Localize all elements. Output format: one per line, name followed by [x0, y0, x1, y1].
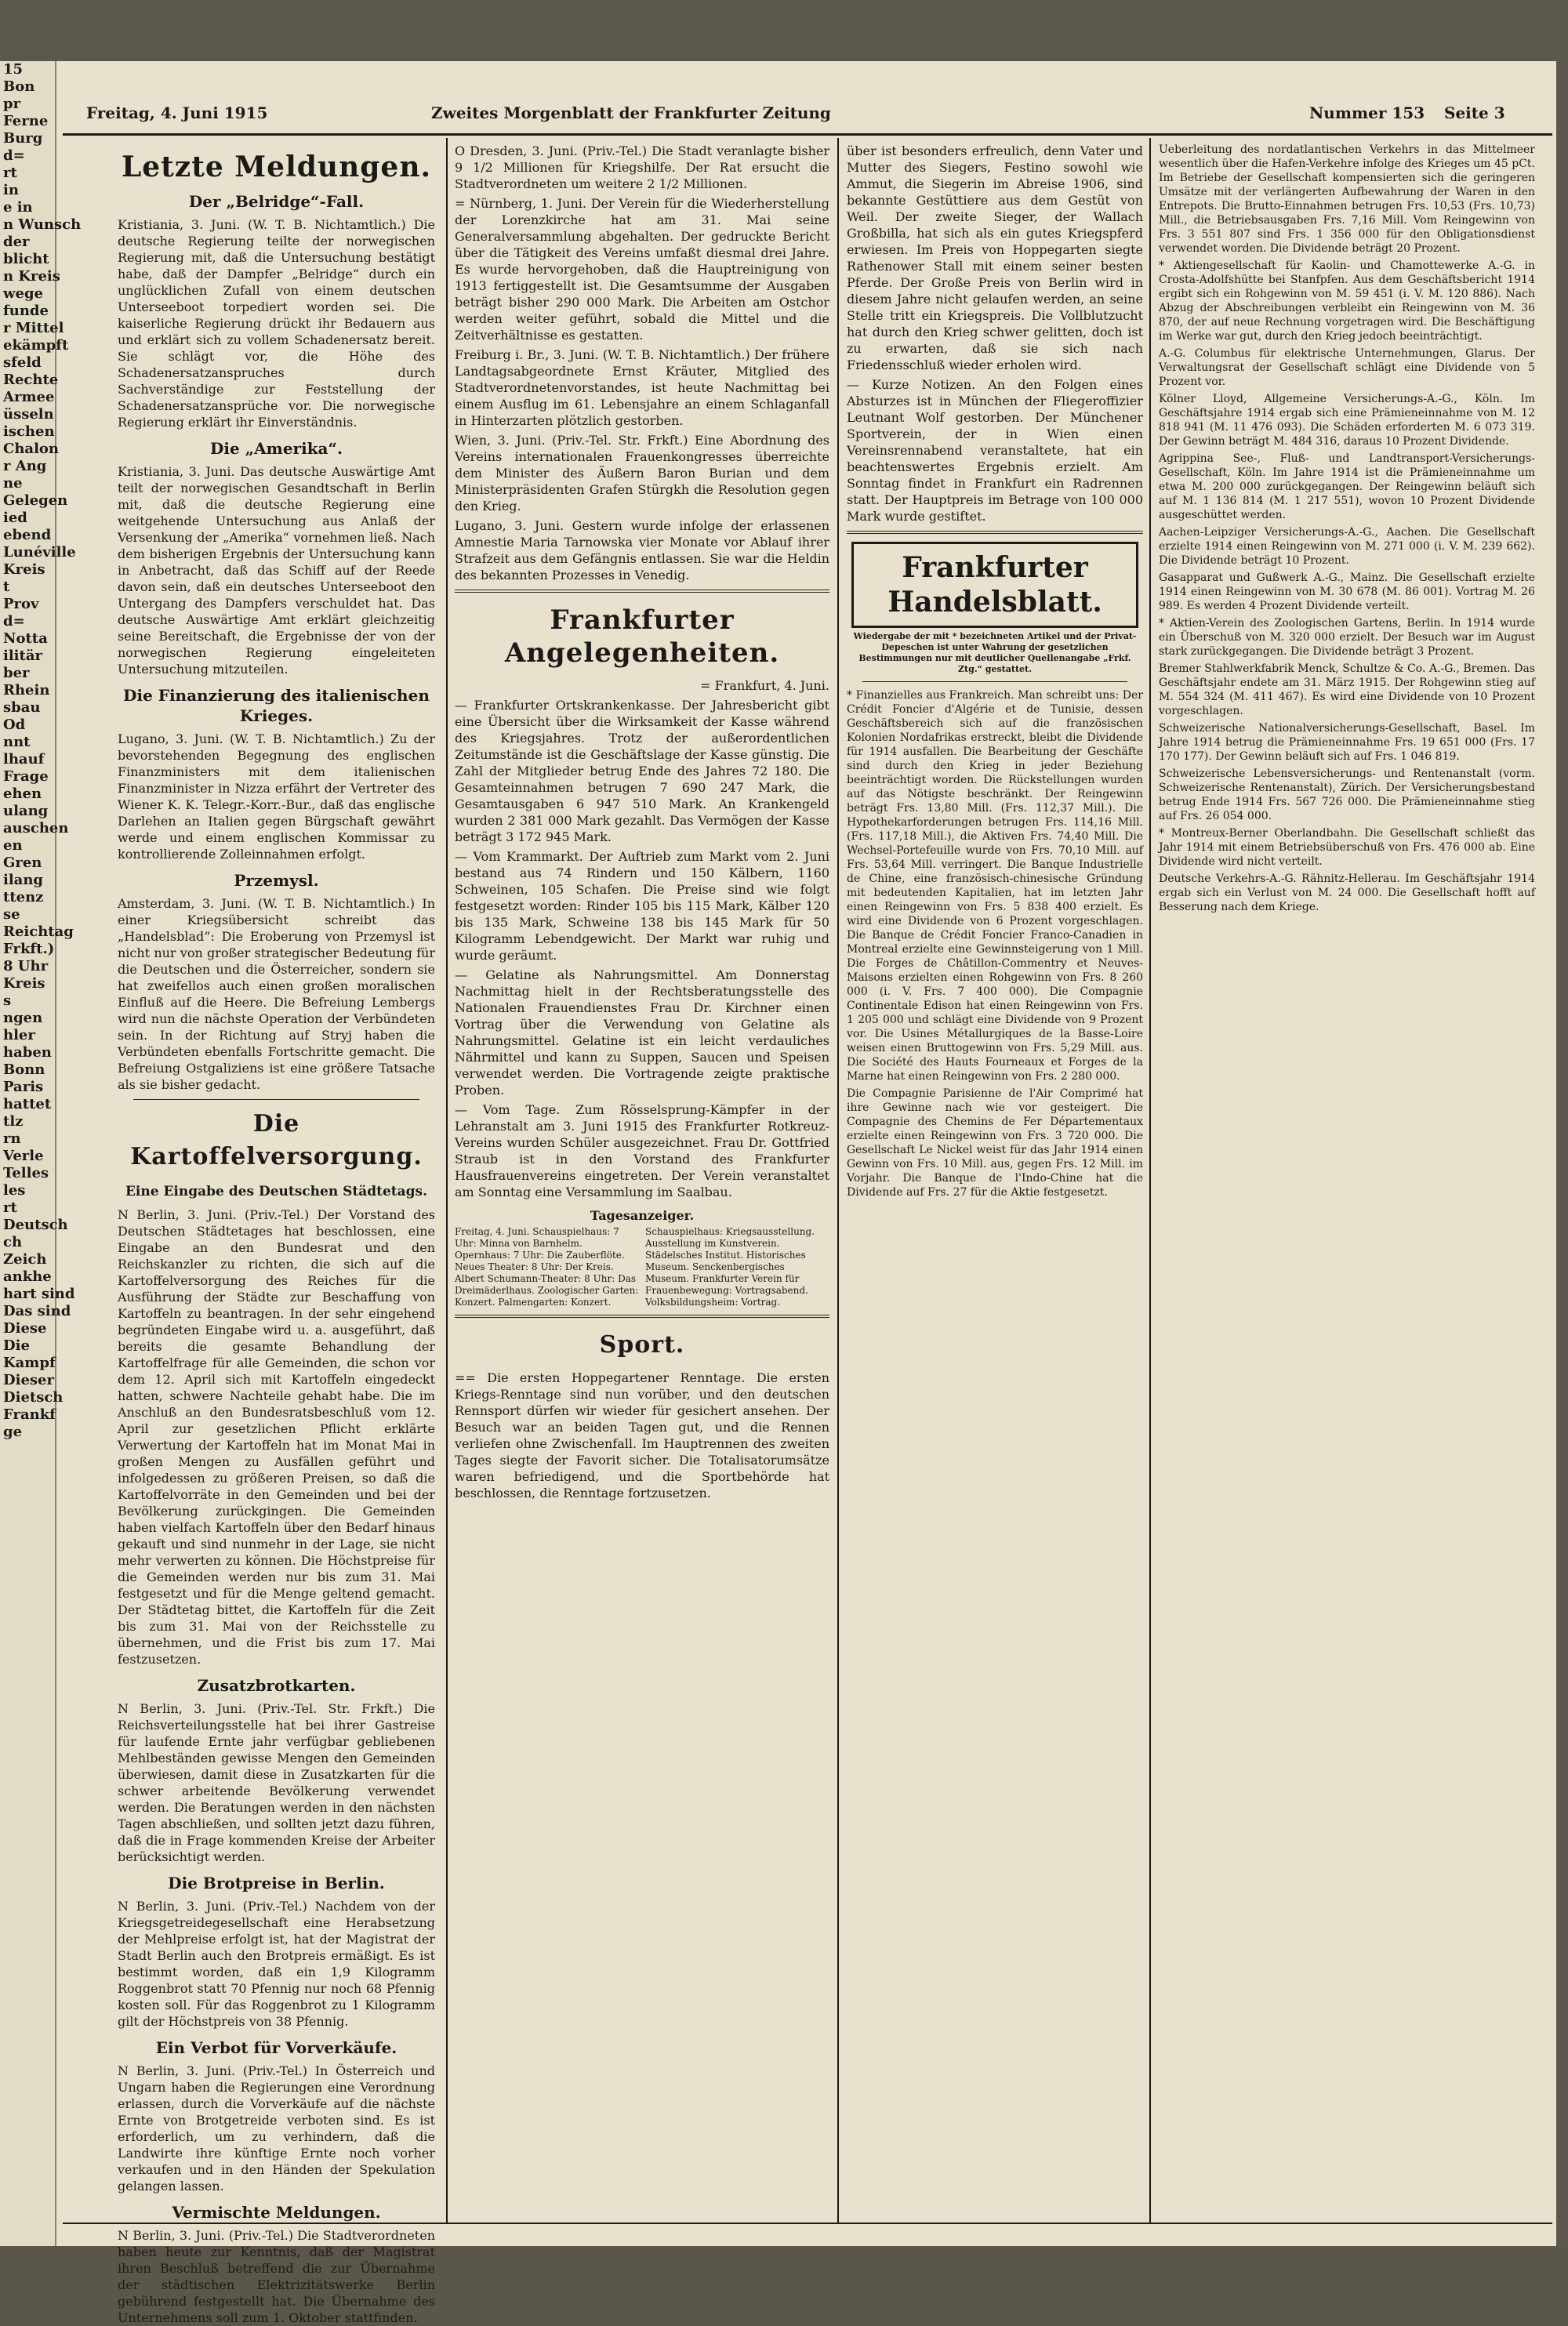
strip-fragment: t [3, 579, 10, 595]
strip-fragment: rn [3, 1130, 21, 1147]
article-verbot: N Berlin, 3. Juni. (Priv.-Tel.) In Österreich und Ungarn haben die Regierungen eine Verordnung erlassen, durch die Vorverkäufe auf die nächste Ernte von Brotgetreide verboten sind. Es ist erforderlich, um zu verhindern, daß die Landwirte ihre künftige Ernte noch vorher verkaufen und in den Händen der Spekulation gelangen lassen. [118, 2063, 435, 2194]
strip-fragment: ischen [3, 423, 55, 440]
strip-fragment: tlz [3, 1113, 24, 1130]
strip-fragment: ilitär [3, 648, 42, 664]
article-aachen-leipziger: Aachen-Leipziger Versicherungs-A.-G., Aachen. Die Gesellschaft erzielte 1914 einen Reingewinn von M. 271 000 (i. V. M. 239 662). Die Dividende beträgt 10 Prozent. [1159, 526, 1535, 567]
header-rule [63, 133, 1552, 136]
strip-fragment: Dietsch [3, 1389, 64, 1406]
section-title-kartoffel: Die Kartoffelversorgung. [130, 1110, 423, 1170]
strip-fragment: Deutsch [3, 1217, 68, 1233]
column-3 [847, 143, 1143, 2220]
footer-rule [63, 2223, 1552, 2224]
strip-fragment: Armee [3, 389, 55, 405]
section-title-sport: Sport. [599, 1331, 685, 1359]
strip-fragment: der [3, 234, 30, 250]
article-wien: Wien, 3. Juni. (Priv.-Tel. Str. Frkft.) Eine Abordnung des Vereins internationalen Frauenkongresses überreichte dem Minister des Äußern Baron Burian und dem Ministerpräsidenten Grafen Stürgkh die Resolution gegen den Krieg. [455, 433, 829, 513]
article-koelner-lloyd: Kölner Lloyd, Allgemeine Versicherungs-A.-G., Köln. Im Geschäftsjahre 1914 ergab sich eine Prämieneinnahme von M. 12 818 941 (M. 11 476 093). Die Schäden erforderten M. 6 073 319. Der Gewinn beträgt M. 484 316, daraus 10 Prozent Dividende. [1159, 393, 1535, 448]
column-4 [1159, 143, 1535, 2220]
strip-fragment: Frage [3, 768, 49, 785]
dateline-frankfurt: = Frankfurt, 4. Juni. [700, 678, 829, 693]
strip-fragment: blicht [3, 251, 49, 267]
strip-fragment: Ferne [3, 113, 49, 129]
adjacent-page-strip [0, 61, 82, 2246]
handelsblatt-notice: Wiedergabe der mit * bezeichneten Artikel und der Privat-Depeschen ist unter Wahrung der gesetzlichen Bestimmungen nur mit deutlicher Quellenangabe „Frkf. Ztg.“ gestattet. [853, 631, 1137, 674]
strip-fragment: pr [3, 96, 21, 112]
article-amerika: Kristiania, 3. Juni. Das deutsche Auswärtige Amt teilt der norwegischen Gesandtschaft in Berlin mit, daß die deutsche Regierung eine weitgehende Untersuchung aus Anlaß der Versenkung der „Amerika“ vornehmen ließ. Nach dem bisherigen Ergebnis der Untersuchung kann in Anbetracht, daß das Schiff auf der Reede davon sein, daß ein deutsches Unterseeboot den Untergang des Dampfers verschuldet hat. Das deutsche Auswärtige Amt erklärt gleichzeitig seine Bereitschaft, die Ergebnisse der von der norwegischen Regierung eingeleiteten Untersuchung mitzuteilen. [118, 464, 435, 677]
strip-fragment: n Kreis [3, 268, 60, 285]
page-header [63, 100, 1556, 127]
strip-fragment: se [3, 906, 20, 923]
header-title: Zweites Morgenblatt der Frankfurter Zeitung [431, 103, 831, 122]
strip-fragment: e in [3, 199, 33, 216]
strip-fragment: Bonn [3, 1061, 45, 1078]
article-finanzielles-frankreich: * Finanzielles aus Frankreich. Man schreibt uns: Der Crédit Foncier d'Algérie et de Tunisie, dessen Geschäftsbereich sich auf die französischen Kolonien Nordafrikas erstreckt, bleibt die Dividende für 1914 ausfallen. Die Bearbeitung der Geschäfte sind durch den Krieg in jeder Beziehung beeinträchtigt worden. Die Rückstellungen wurden auf das Nötigste beschränkt. Der Reingewinn beträgt Frs. 13,80 Mill. (Frs. 112,37 Mill.). Die Hypothekarforderungen betrugen Frs. 114,16 Mill. (Frs. 117,18 Mill.), die Aktiven Frs. 74,40 Mill. Die Wechsel-Portefeuille wurde von Frs. 70,10 Mill. auf Frs. 53,64 Mill. verringert. Die Banque Industrielle de Chine, eine französisch-chinesische Gründung mit bedeutenden Kapitalien, hat im letzten Jahr einen Reingewinn von Frs. 5 838 400 erzielt. Es wird eine Dividende von 6 Prozent vorgeschlagen. Die Banque de Crédit Foncier Franco-Canadien in Montreal erzielte eine Gewinnsteigerung von 1 Mill. Die Forges de Châtillon-Commentry et Neuves-Maisons erzielten einen Rohgewinn von Frs. 8 260 000 (i. V. Frs. 7 400 000). Die Compagnie Continentale Edison hat einen Reingewinn von Frs. 1 205 000 und schlägt eine Dividende von 9 Prozent vor. Die Usines Métallurgiques de la Basse-Loire weisen einen Bruttogewinn von Frs. 5,29 Mill. aus. Die Société des Hauts Fourneaux et Forges de la Marne hat einen Reingewinn von Frs. 2 280 000. [847, 689, 1143, 1083]
article-sport-cont: über ist besonders erfreulich, denn Vater und Mutter des Siegers, Festino sowohl wie Ammut, die Siegerin im Abreise 1906, sind bekannte Gestüttiere aus dem Gestüt von Weil. Der zweite Sieger, der Wallach Großbilla, hat sich als ein gutes Kriegspferd erwiesen. Im Preis von Hoppegarten siegte Rathenower Stall mit einem seiner besten Pferde. Der Große Preis von Berlin wird in diesem Jahre nicht gelaufen werden, an seine Stelle tritt ein Kriegspreis. Die Vollblutzucht hat durch den Krieg schwer gelitten, doch ist zu erwarten, daß sie sich nach Friedensschluß wieder erholen wird. [847, 143, 1143, 372]
article-lugano: Lugano, 3. Juni. Gestern wurde infolge der erlassenen Amnestie Maria Tarnowska vier Monate vor Ablauf ihrer Strafzeit aus dem Gefängnis entlassen. Sie war die Heldin des bekannten Prozesses in Venedig. [455, 518, 829, 582]
article-brotpreise: N Berlin, 3. Juni. (Priv.-Tel.) Nachdem von der Kriegsgetreidegesellschaft eine Herabsetzung der Mehlpreise erfolgt ist, hat der Magistrat der Stadt Berlin auch den Brotpreis ermäßigt. Es ist bestimmt worden, daß ein 1,9 Kilogramm Roggenbrot statt 70 Pfennig nur noch 68 Pfennig kosten soll. Für das Roggenbrot zu 1 Kilogramm gilt der Höchstpreis von 38 Pfennig. [118, 1899, 435, 2029]
strip-fragment: Lunéville [3, 544, 76, 561]
header-date: Freitag, 4. Juni 1915 [86, 103, 268, 122]
subhead-amerika: Die „Amerika“. [210, 439, 343, 458]
subhead-przemysl: Przemysl. [234, 871, 319, 890]
article-schweiz-national: Schweizerische Nationalversicherungs-Gesellschaft, Basel. Im Jahre 1914 betrug die Prämieneinnahme Frs. 19 651 000 (Frs. 17 170 177). Der Gewinn beläuft sich auf Frs. 1 046 819. [1159, 722, 1535, 763]
article-raehnitz: Deutsche Verkehrs-A.-G. Rähnitz-Hellerau. Im Geschäftsjahr 1914 ergab sich ein Verlust von M. 24 000. Die Gesellschaft hofft auf Besserung nach dem Kriege. [1159, 873, 1535, 913]
column-rule-2 [837, 138, 839, 2223]
strip-fragment: Zeich [3, 1251, 47, 1268]
strip-fragment: Die [3, 1337, 30, 1354]
strip-fragment: s [3, 992, 12, 1009]
tagesanzeiger-left: Freitag, 4. Juni. Schauspielhaus: 7 Uhr: Minna von Barnhelm. Opernhaus: 7 Uhr: Die Zauberflöte. Neues Theater: 8 Uhr: Der Kreis. Albert Schumann-Theater: 8 Uhr: Das Dreimäderlhaus. Zoologischer Garten: Konzert. Palmengarten: Konzert. [455, 1226, 639, 1308]
strip-fragment: Verle [3, 1148, 44, 1164]
subhead-belridge: Der „Belridge“-Fall. [188, 192, 365, 211]
strip-fragment: Prov [3, 596, 39, 612]
strip-fragment: n Wunsch [3, 216, 82, 233]
strip-fragment: Kampf [3, 1355, 56, 1371]
strip-fragment: ber [3, 665, 30, 681]
strip-fragment: hart sind [3, 1286, 75, 1302]
strip-fragment: Telles [3, 1165, 49, 1181]
subhead-brotpreise: Die Brotpreise in Berlin. [168, 1874, 385, 1892]
strip-fragment: hler [3, 1027, 35, 1043]
section-title-frankfurter-angelegenheiten: Frankfurter Angelegenheiten. [504, 604, 780, 669]
strip-fragment: Frkft.) [3, 941, 55, 957]
strip-fragment: nnt [3, 734, 31, 750]
strip-fragment: Paris [3, 1079, 44, 1095]
strip-fragment: Rhein [3, 682, 50, 699]
article-finanzierung: Lugano, 3. Juni. (W. T. B. Nichtamtlich.) Zu der bevorstehenden Begegnung des englischen Finanzministers mit dem italienischen Finanzminister in Nizza erfährt der Vertreter des Wiener K. K. Telegr.-Korr.-Bur., daß das englische Darlehen an Italien gegen Bürgschaft gewährt werde und einem englischen Kommissar zu kontrollierende Zolleinnahmen erfolgt. [118, 731, 435, 862]
subhead-vermischte: Vermischte Meldungen. [172, 2203, 381, 2222]
strip-fragment: funde [3, 303, 49, 319]
strip-fragment: Bon [3, 78, 35, 95]
article-freiburg: Freiburg i. Br., 3. Juni. (W. T. B. Nichtamtlich.) Der frühere Landtagsabgeordnete Ernst Kräuter, Mitglied des Stadtverordnetenvorstandes, ist heute Nachmittag bei einem Ausflug im 61. Lebensjahre an einem Schlaganfall in Hinterzarten plötzlich gestorben. [455, 347, 829, 428]
article-agrippina: Agrippina See-, Fluß- und Landtransport-Versicherungs-Gesellschaft, Köln. Im Jahre 1914 ist die Prämieneinnahme um etwa M. 200 000 zurückgegangen. Der Reingewinn beläuft sich auf M. 1 136 814 (M. 1 217 551), wovon 10 Prozent Dividende ausgeschüttet werden. [1159, 452, 1535, 521]
subhead-finanzierung: Die Finanzierung des italienischen Krieges. [123, 686, 430, 725]
strip-fragment: d= [3, 147, 25, 164]
strip-fragment: ulang [3, 803, 49, 819]
subhead-eingabe: Eine Eingabe des Deutschen Städtetags. [125, 1184, 428, 1199]
strip-fragment: 15 [3, 61, 24, 78]
strip-fragment: sbau [3, 699, 41, 716]
column-rule-1 [446, 138, 448, 2223]
strip-fragment: hattet [3, 1096, 52, 1112]
article-kurze-notizen: — Kurze Notizen. An den Folgen eines Absturzes ist in München der Fliegeroffizier Leutnant Wolf gestorben. Der Münchener Sportverein, der in Wien einen Vereinsrennabend veranstaltete, hat ein beachtenswertes Ergebnis erzielt. Am Sonntag findet in Frankfurt ein Radrennen statt. Der Hauptpreis im Betrage von 100 000 Mark wurde gestiftet. [847, 377, 1143, 524]
section-title-handelsblatt: Frankfurter Handelsblatt. [851, 542, 1138, 628]
strip-fragment: lhauf [3, 751, 45, 767]
section-title-letzte-meldungen: Letzte Meldungen. [121, 151, 432, 183]
article-entrepots: Ueberleitung des nordatlantischen Verkehrs in das Mittelmeer wesentlich über die Hafen-Verkehre infolge des Krieges um 45 pCt. Im Betriebe der Gesellschaft kompensierten sich die geringeren Umsätze mit der verlängerten Aufbewahrung der Waren in den Entrepots. Die Brutto-Einnahmen betrugen Frs. 10,53 (Frs. 10,73) Mill., die Betriebsausgaben Frs. 7,16 Mill. Vom Reingewinn von Frs. 3 551 807 sind Frs. 1 356 000 für den Obligationsdienst verwendet worden. Die Dividende beträgt 20 Prozent. [1159, 143, 1535, 255]
article-vermischte: N Berlin, 3. Juni. (Priv.-Tel.) Die Stadtverordneten haben heute zur Kenntnis, daß der Magistrat ihren Beschluß betreffend die zur Übernahme der städtischen Elektrizitätswerke Berlin gebührend festgestellt hat. Die Übernahme des Unternehmens soll zum 1. Oktober stattfinden. [118, 2228, 435, 2325]
strip-fragment: ebend [3, 527, 52, 543]
strip-fragment: ngen [3, 1010, 43, 1026]
article-bremer-stahlwerk: Bremer Stahlwerkfabrik Menck, Schultze & Co. A.-G., Bremen. Das Geschäftsjahr endete am 31. März 1915. Der Rohgewinn stieg auf M. 554 324 (M. 411 467). Es wird eine Dividende von 10 Prozent vorgeschlagen. [1159, 662, 1535, 717]
strip-fragment: auschen [3, 820, 69, 836]
strip-fragment: rt [3, 1199, 17, 1216]
column-2 [455, 143, 829, 2220]
strip-fragment: Kreis [3, 561, 45, 578]
tagesanzeiger-title: Tagesanzeiger. [590, 1208, 695, 1223]
strip-fragment: Das sind [3, 1303, 71, 1319]
divider [847, 531, 1143, 534]
strip-fragment: en [3, 837, 23, 854]
strip-fragment: 8 Uhr [3, 958, 49, 974]
tagesanzeiger-listing [455, 1226, 829, 1308]
strip-fragment: ekämpft [3, 337, 69, 354]
divider [133, 1099, 419, 1100]
strip-fragment: ch [3, 1234, 23, 1250]
strip-fragment: Frankf [3, 1406, 56, 1423]
divider [455, 1315, 829, 1318]
subhead-zusatzbrotkarten: Zusatzbrotkarten. [197, 1676, 356, 1695]
strip-fragment: r Mittel [3, 320, 64, 336]
article-dresden: O Dresden, 3. Juni. (Priv.-Tel.) Die Stadt veranlagte bisher 9 1/2 Millionen für Kriegshilfe. Der Rat ersucht die Stadtverordneten um weitere 2 1/2 Millionen. [455, 143, 829, 191]
strip-fragment: ne [3, 475, 23, 492]
strip-fragment: ttenz [3, 889, 44, 905]
article-schweiz-leben: Schweizerische Lebensversicherungs- und Rentenanstalt (vorm. Schweizerische Rentenanstalt), Zürich. Der Versicherungsbestand betrug Ende 1914 Frs. 567 726 000. Die Prämieneinnahme stieg auf Frs. 26 054 000. [1159, 767, 1535, 822]
article-montreux: * Montreux-Berner Oberlandbahn. Die Gesellschaft schließt das Jahr 1914 mit einem Betriebsüberschuß von Frs. 476 000 ab. Eine Dividende wird nicht verteilt. [1159, 827, 1535, 868]
strip-fragment: haben [3, 1044, 52, 1061]
article-belridge: Kristiania, 3. Juni. (W. T. B. Nichtamtlich.) Die deutsche Regierung teilte der norwegischen Regierung mit, daß die Untersuchung bestätigt habe, daß der Dampfer „Belridge“ durch ein unglücklichen Zufall von einem deutschen Unterseeboot torpediert worden sei. Die kaiserliche Regierung drückt ihr Bedauern aus und erklärt sich zu vollem Schadenersatz bereit. Sie schlägt vor, die Höhe des Schadenersatzanspruches durch Sachverständige zur Feststellung der Schadenersatzansprüche vor. Die norwegische Regierung erklärt ihr Einverständnis. [118, 217, 435, 430]
article-kaolin: * Aktiengesellschaft für Kaolin- und Chamottewerke A.-G. in Crosta-Adolfshütte bei Stanfpfen. Aus dem Geschäftsbericht 1914 ergibt sich ein Rohgewinn von M. 59 451 (i. V. M. 120 886). Nach Abzug der Abschreibungen verbleibt ein Reingewinn von M. 36 870, der auf neue Rechnung vorgetragen wird. Die Beschäftigung im Werke war gut, durch den Krieg jedoch beeinträchtigt. [1159, 259, 1535, 343]
header-page: Seite 3 [1444, 103, 1505, 122]
article-finanzielles-cont: Die Compagnie Parisienne de l'Air Comprimé hat ihre Gewinne nach wie vor gesteigert. Die Compagnie des Chemins de Fer Départementaux erzielte einen Reingewinn von Frs. 3 720 000. Die Gesellschaft Le Nickel weist für das Jahr 1914 einen Gewinn von Frs. 10 Mill. aus, gegen Frs. 12 Mill. im Vorjahr. Die Banque de l'Indo-Chine hat die Dividende auf Frs. 27 für die Aktie festgesetzt. [847, 1087, 1143, 1199]
subhead-verbot: Ein Verbot für Vorverkäufe. [155, 2038, 397, 2057]
strip-fragment: ge [3, 1424, 23, 1440]
strip-fragment: Gelegen [3, 492, 68, 509]
article-gelatine: — Gelatine als Nahrungsmittel. Am Donnerstag Nachmittag hielt in der Rechtsberatungsstelle des Nationalen Frauendienstes Frau Dr. Kirchner einen Vortrag über die Verwendung von Gelatine als Nahrungsmittel. Gelatine ist ein leicht verdauliches Nährmittel und kann zu Suppen, Saucen und Speisen verwendet werden. Die Vortragende zeigte praktische Proben. [455, 967, 829, 1098]
article-nuernberg: = Nürnberg, 1. Juni. Der Verein für die Wiederherstellung der Lorenzkirche hat am 31. Mai seine Generalversammlung abgehalten. Der gedruckte Bericht über die Tätigkeit des Vereins umfaßt diesmal drei Jahre. Es wurde hervorgehoben, daß die Hauptreinigung von 1913 fertiggestellt ist. Die Gesamtsumme der Ausgaben beträgt bisher 290 000 Mark. Die Arbeiten am Ostchor werden weiter geführt, sobald die Mittel und die Zeitverhältnisse es gestatten. [455, 196, 829, 343]
strip-fragment: Notta [3, 630, 48, 647]
strip-fragment: r Ang [3, 458, 47, 474]
strip-fragment: Dieser [3, 1372, 54, 1388]
strip-fragment: Chalon [3, 441, 60, 457]
strip-fragment: Burg [3, 130, 43, 147]
strip-fragment: Rechte [3, 372, 59, 388]
strip-fragment: ehen [3, 786, 42, 802]
strip-fragment: Od [3, 717, 26, 733]
column-rule-3 [1149, 138, 1151, 2223]
strip-fragment: Reichtag [3, 924, 74, 940]
strip-fragment: Diese [3, 1320, 47, 1337]
article-columbus: A.-G. Columbus für elektrische Unternehmungen, Glarus. Der Verwaltungsrat der Gesellschaft schlägt eine Dividende von 5 Prozent vor. [1159, 347, 1535, 388]
article-ortskrankenkasse: — Frankfurter Ortskrankenkasse. Der Jahresbericht gibt eine Übersicht über die Wirksamkeit der Kasse während des Kriegsjahres. Trotz der außerordentlichen Zeitumstände ist die Geschäftslage der Kasse günstig. Die Zahl der Mitglieder betrug Ende des Jahres 72 180. Die Gesamteinnahmen betrugen 7 690 247 Mark, die Gesamtausgaben 6 947 510 Mark. An Krankengeld wurden 2 381 000 Mark gezahlt. Das Vermögen der Kasse beträgt 3 172 945 Mark. [455, 698, 829, 844]
strip-fragment: üsseln [3, 406, 54, 423]
header-number: Nummer 153 [1309, 103, 1425, 122]
newspaper-page [0, 61, 1556, 2325]
article-zoologischer-garten: * Aktien-Verein des Zoologischen Gartens, Berlin. In 1914 wurde ein Überschuß von M. 320 000 erzielt. Der Besuch war im August stark zurückgegangen. Die Dividende beträgt 3 Prozent. [1159, 617, 1535, 658]
column-1 [118, 143, 435, 2325]
strip-fragment: Gren [3, 855, 42, 871]
strip-fragment: ilang [3, 872, 44, 888]
tagesanzeiger-right: Schauspielhaus: Kriegsausstellung. Ausstellung im Kunstverein. Städelsches Institut. Historisches Museum. Senckenbergisches Museum. Frankfurter Verein für Frauenbewegung: Vortragsabend. Volksbildungsheim: Vortrag. [645, 1226, 815, 1308]
article-vom-tage: — Vom Tage. Zum Rösselsprung-Kämpfer in der Lehranstalt am 3. Juni 1915 des Frankfurter Rotkreuz-Vereins wurden Schüler ausgezeichnet. Frau Dr. Gottfried Straub ist in den Vorstand des Frankfurter Hausfrauenvereins eingetreten. Der Verein veranstaltet am Sonntag eine Versammlung im Saalbau. [455, 1102, 829, 1199]
article-zusatzbrotkarten: N Berlin, 3. Juni. (Priv.-Tel. Str. Frkft.) Die Reichsverteilungsstelle hat bei ihrer Gastreise für laufende Ernte jahr verfügbar gebliebenen Mehlbeständen gewisse Mengen den Gemeinden überwiesen, damit diese in Zusatzkarten für die schwer arbeitende Bevölkerung verwendet werden. Die Beratungen werden in den nächsten Tagen abschließen, und sollten jetzt dazu führen, daß die in Frage kommenden Kreise der Arbeiter berücksichtigt werden. [118, 1701, 435, 1864]
strip-fragment: les [3, 1182, 26, 1199]
strip-fragment: sfeld [3, 354, 42, 371]
strip-fragment: ankhe [3, 1268, 52, 1285]
strip-fragment: ied [3, 510, 27, 526]
article-kartoffel: N Berlin, 3. Juni. (Priv.-Tel.) Der Vorstand des Deutschen Städtetages hat beschlossen, eine Eingabe an den Bundesrat und den Reichskanzler zu richten, die sich auf die Kartoffelversorgung des Reiches für die Ausführung der Städte zur Beschaffung von Kartoffeln zu beantragen. In der sehr eingehend begründeten Eingabe wird u. a. ausgeführt, daß bereits die gesamte Behandlung der Kartoffelfrage für alle Gemeinden, die schon vor dem 12. April sich mit Kartoffeln eingedeckt hatten, schwere Nachteile gehabt habe. Die im Anschluß an den Bundesratsbeschluß vom 12. April zur gesetzlichen Pflicht erklärte Verwertung der Kartoffeln hat im Monat Mai in großen Mengen zu Ausfällen geführt und infolgedessen zu größeren Preisen, so daß die Kartoffelvorräte in den Gemeinden und bei der Bevölkerung zurückgingen. Die Gemeinden haben vielfach Kartoffeln über den Bedarf hinaus gekauft und sind nunmehr in der Lage, sie nicht mehr verwerten zu können. Die Höchstpreise für die Gemeinden werden nur bis zum 31. Mai festgesetzt und für die Menge geltend gemacht. Der Städtetag bittet, die Kartoffeln für die Zeit bis zum 31. Mai von der Reichsstelle zu übernehmen, und die Frist bis zum 17. Mai festzusetzen. [118, 1207, 435, 1667]
strip-fragment: Kreis [3, 975, 45, 992]
divider [455, 590, 829, 593]
strip-fragment: rt [3, 165, 17, 181]
article-przemysl: Amsterdam, 3. Juni. (W. T. B. Nichtamtlich.) In einer Kriegsübersicht schreibt das „Handelsblad“: Die Eroberung von Przemysl ist nicht nur von großer strategischer Bedeutung für die Deutschen und die Österreicher, sondern sie hat zweifellos auch einen großen moralischen Einfluß auf die Heere. Die Befreiung Lembergs wird nun die nächste Operation der Verbündeten sein. In der Richtung auf Stryj haben die Verbündeten ebenfalls Fortschritte gemacht. Die Befreiung Ostgaliziens ist eine größere Tatsache als sie bisher gedacht. [118, 896, 435, 1092]
article-hoppegarten: == Die ersten Hoppegartener Renntage. Die ersten Kriegs-Renntage sind nun vorüber, und den deutschen Rennsport dürfen wir wieder für gesichert ansehen. Der Besuch war an beiden Tagen gut, und die Rennen verliefen ohne Zwischenfall. Im Hauptrennen des zweiten Tages siegte der Favorit sicher. Die Totalisatorumsätze waren befriedigend, und die Sportbehörde hat beschlossen, die Renntage fortzusetzen. [455, 1370, 829, 1500]
article-gasapparat: Gasapparat und Gußwerk A.-G., Mainz. Die Gesellschaft erzielte 1914 einen Reingewinn von M. 30 678 (M. 86 001). Vortrag M. 26 989. Es werden 4 Prozent Dividende verteilt. [1159, 572, 1535, 612]
strip-fragment: d= [3, 613, 25, 630]
strip-fragment: wege [3, 285, 43, 302]
strip-fragment: in [3, 182, 19, 198]
divider [862, 681, 1127, 682]
article-krammarkt: — Vom Krammarkt. Der Auftrieb zum Markt vom 2. Juni bestand aus 74 Rindern und 150 Kälbern, 1160 Schweinen, 105 Schafen. Die Preise sind wie folgt festgesetzt worden: Rinder 105 bis 115 Mark, Kälber 120 bis 135 Mark, Schweine 138 bis 145 Mark für 50 Kilogramm Lebendgewicht. Der Markt war ruhig und wurde geräumt. [455, 849, 829, 963]
